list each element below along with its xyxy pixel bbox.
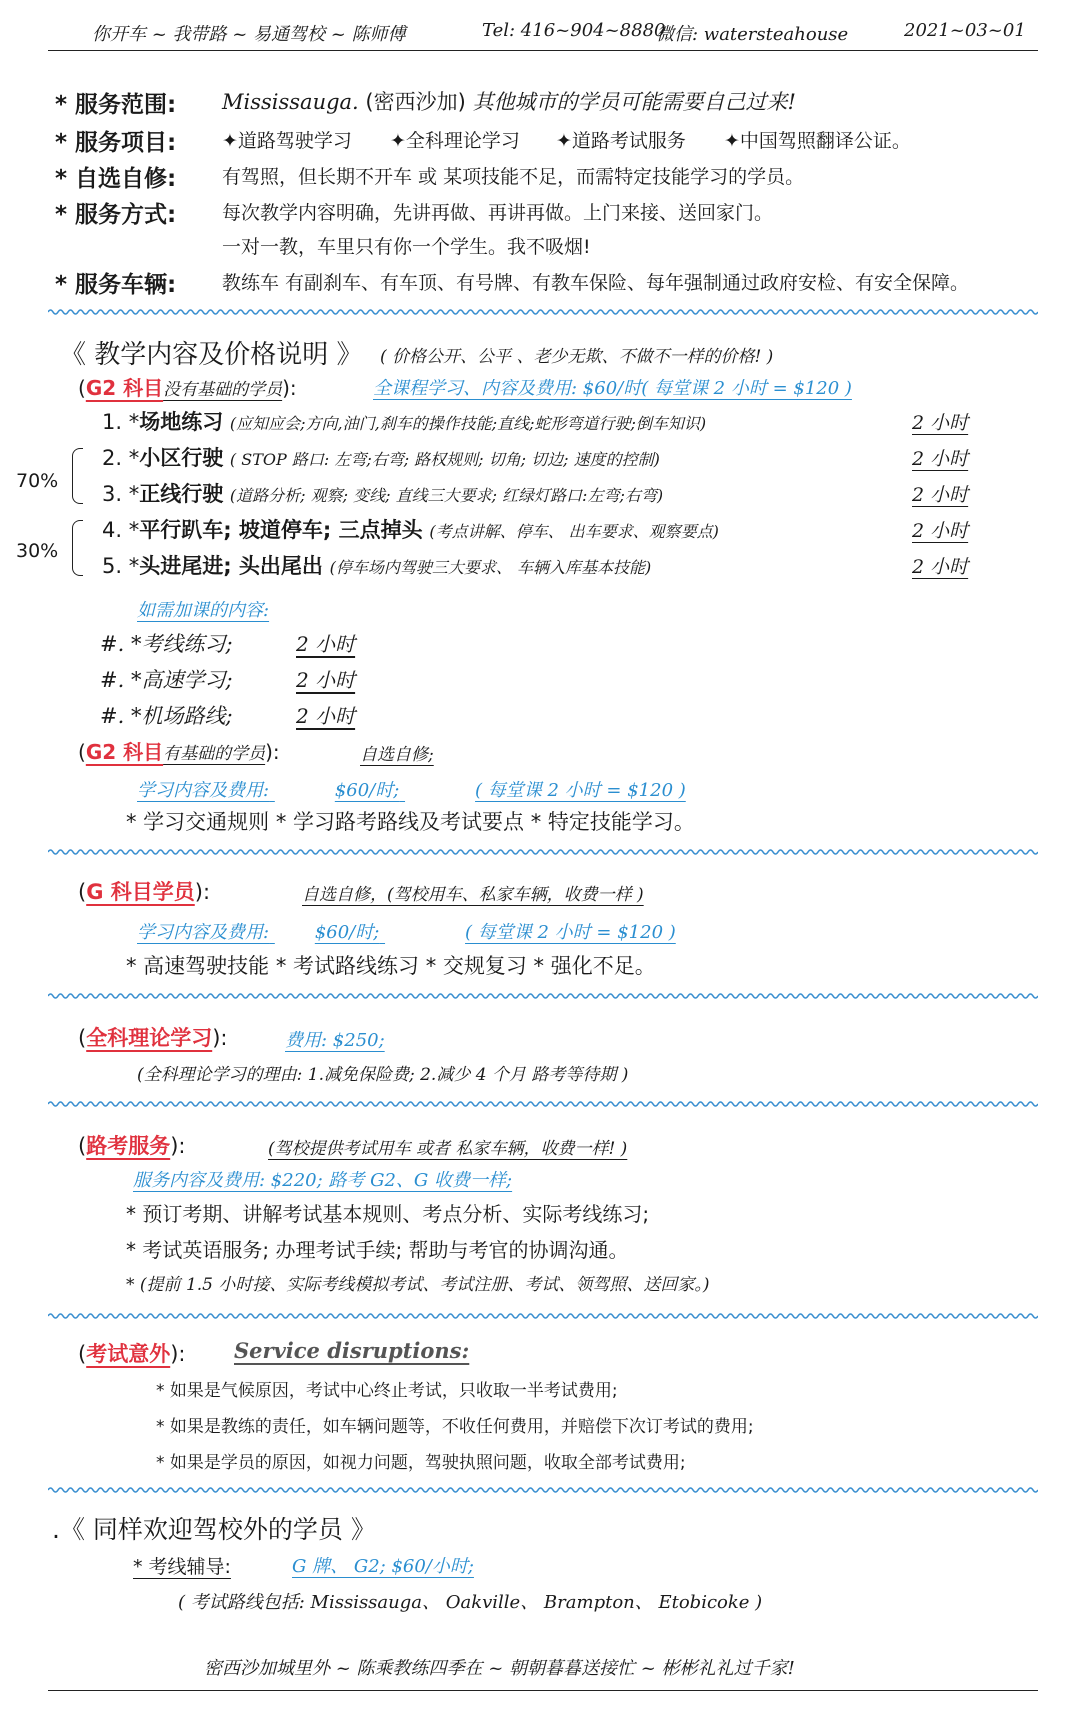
- price-rate: $60/时;: [334, 780, 400, 801]
- price-label: 学习内容及费用:: [137, 780, 270, 801]
- service-vehicle-label: * 服务车辆:: [55, 272, 177, 298]
- price-per-lesson: ( 每堂课 2 小时 = $120 ): [475, 780, 686, 801]
- g2-exp-desc: 有基础的学员: [163, 744, 266, 764]
- paren-close: ):: [212, 1026, 228, 1050]
- footer-slogan: 密西沙加城里外 ~ 陈乘教练四季在 ~ 朝朝暮暮送接忙 ~ 彬彬礼礼过千家!: [204, 1658, 795, 1679]
- road-test-item: * 预订考期、讲解考试基本规则、考点分析、实际考线练习;: [126, 1202, 650, 1226]
- teaching-title: 《 教学内容及价格说明 》: [60, 340, 363, 370]
- service-method-label: * 服务方式:: [55, 202, 177, 228]
- service-items-label: * 服务项目:: [55, 130, 177, 156]
- g2-exp-note: 自选自修;: [360, 745, 434, 765]
- extra-lesson-name: #. *机场路线;: [100, 704, 233, 728]
- lesson-hours: 2 小时: [912, 556, 969, 578]
- lesson-row: [102, 406, 706, 436]
- extra-lesson-hours: 2 小时: [296, 668, 356, 692]
- lesson-num: 1. *: [102, 410, 140, 434]
- g2-exp-label: G2 科目: [85, 740, 164, 764]
- g2-exp-heading: [78, 736, 280, 765]
- self-study-label: * 自选自修:: [55, 166, 177, 192]
- paren-close: ):: [170, 1342, 186, 1366]
- header-wechat: 微信: watersteahouse: [656, 24, 849, 45]
- paren-close: ):: [170, 1134, 186, 1158]
- outside-label: * 考线辅导:: [133, 1556, 231, 1578]
- lesson-row: [102, 550, 651, 580]
- price-label: 学习内容及费用:: [137, 922, 270, 943]
- wave-divider: [48, 846, 1038, 858]
- paren-open: (: [78, 1026, 87, 1050]
- service-range-note: 其他城市的学员可能需要自己过来!: [472, 90, 796, 114]
- header-tel: Tel: 416~904~8880: [482, 20, 666, 41]
- g2-exp-items: * 学习交通规则 * 学习路考路线及考试要点 * 特定技能学习。: [126, 810, 695, 834]
- g-label: G 科目学员: [86, 880, 195, 904]
- lesson-row: [102, 478, 663, 508]
- lesson-num: 4. *: [102, 518, 140, 542]
- lesson-name: 正线行驶: [139, 482, 224, 506]
- lesson-detail: (道路分析; 观察; 变线; 直线三大要求; 红绿灯路口:左弯;右弯): [229, 486, 664, 505]
- extra-lesson-name: #. *高速学习;: [100, 668, 233, 692]
- lesson-num: 5. *: [102, 554, 140, 578]
- disruption-label: 考试意外: [86, 1342, 171, 1366]
- lesson-row: [102, 442, 660, 472]
- price-per-lesson: ( 每堂课 2 小时 = $120 ): [465, 922, 676, 943]
- extra-lesson-name: #. *考线练习;: [100, 632, 233, 656]
- wave-divider: [48, 1310, 1038, 1322]
- paren-open: (: [78, 1342, 87, 1366]
- road-test-item: * 考试英语服务; 办理考试手续; 帮助与考官的协调沟通。: [126, 1238, 629, 1262]
- paren-open: (: [78, 740, 86, 764]
- lesson-detail: (应知应会;方向,油门,刹车的操作技能;直线;蛇形弯道行驶;倒车知识): [229, 414, 707, 433]
- wave-divider: [48, 990, 1038, 1002]
- outside-price: G 牌、 G2; $60/小时;: [292, 1556, 474, 1577]
- g2-basic-label: G2 科目: [85, 376, 164, 400]
- service-range-text: [222, 86, 796, 116]
- disruption-english: Service disruptions:: [234, 1338, 470, 1363]
- footer-rule: [48, 1690, 1038, 1691]
- paren-close: ):: [282, 376, 297, 400]
- service-vehicle-text: 教练车 有副刹车、有车顶、有号牌、有教车保险、每年强制通过政府安检、有安全保障。: [222, 272, 970, 294]
- lesson-hours: 2 小时: [912, 520, 969, 542]
- paren-close: ):: [194, 880, 211, 904]
- road-test-price: 服务内容及费用: $220; 路考 G2、G 收费一样;: [133, 1170, 513, 1191]
- lesson-hours: 2 小时: [912, 448, 969, 470]
- lesson-name: 小区行驶: [139, 446, 224, 470]
- service-item-2: ✦全科理论学习: [390, 130, 520, 152]
- theory-heading: [78, 1022, 227, 1052]
- percent-70-label: 70%: [16, 470, 59, 492]
- paren-open: (: [78, 880, 87, 904]
- bracket-30: [72, 520, 83, 576]
- disruption-item: * 如果是学员的原因，如视力问题，驾驶执照问题，收取全部考试费用;: [156, 1453, 686, 1473]
- extra-lesson-hours: 2 小时: [296, 632, 356, 656]
- g-price: [137, 918, 757, 944]
- road-test-label: 路考服务: [86, 1134, 171, 1158]
- bracket-70: [72, 448, 83, 504]
- outside-title: .《 同样欢迎驾校外的学员 》: [52, 1515, 376, 1544]
- header-slogan: 你开车 ~ 我带路 ~ 易通驾校 ~ 陈师傅: [92, 24, 406, 45]
- teaching-subtitle: ( 价格公开、公平 、老少无欺、不做不一样的价格! ): [380, 347, 774, 367]
- percent-30-label: 30%: [16, 540, 59, 562]
- theory-fee: 费用: $250;: [285, 1030, 385, 1051]
- lesson-name: 头进尾进; 头出尾出: [139, 554, 323, 578]
- extra-lesson-hours: 2 小时: [296, 704, 356, 728]
- service-method-text-2: 一对一教，车里只有你一个学生。我不吸烟!: [222, 236, 591, 258]
- lesson-num: 3. *: [102, 482, 140, 506]
- paren-open: (: [78, 1134, 87, 1158]
- service-item-3: ✦道路考试服务: [556, 130, 686, 152]
- paren-close: ):: [265, 740, 280, 764]
- g-items: * 高速驾驶技能 * 考试路线练习 * 交规复习 * 强化不足。: [126, 954, 656, 978]
- service-item-1: ✦道路驾驶学习: [222, 130, 352, 152]
- g-note: 自选自修，(驾校用车、私家车辆，收费一样 ): [302, 885, 644, 905]
- lesson-detail: (考点讲解、停车、 出车要求、观察要点): [429, 522, 719, 541]
- lesson-detail: ( STOP 路口: 左弯;右弯; 路权规则; 切角; 切边; 速度的控制): [229, 450, 660, 469]
- paren-open: (: [78, 376, 86, 400]
- theory-label: 全科理论学习: [86, 1026, 213, 1050]
- lesson-num: 2. *: [102, 446, 140, 470]
- service-range-label: * 服务范围:: [55, 92, 177, 118]
- extra-lessons-title: 如需加课的内容:: [137, 600, 270, 621]
- service-range-city-cn: (密西沙加): [365, 90, 466, 114]
- lesson-name: 平行趴车; 坡道停车; 三点掉头: [139, 518, 423, 542]
- theory-reason: (全科理论学习的理由: 1.减免保险费; 2.减少 4 个月 路考等待期 ): [137, 1065, 629, 1085]
- g2-basic-desc: 没有基础的学员: [163, 380, 283, 400]
- service-range-city: Mississauga.: [222, 90, 359, 114]
- g-heading: [78, 876, 210, 906]
- road-test-note: (驾校提供考试用车 或者 私家车辆，收费一样! ): [268, 1139, 628, 1159]
- disruption-item: * 如果是教练的责任，如车辆问题等，不收任何费用，并赔偿下次订考试的费用;: [156, 1417, 754, 1437]
- disruption-item: * 如果是气候原因，考试中心终止考试，只收取一半考试费用;: [156, 1381, 618, 1401]
- service-item-4: ✦中国驾照翻译公证。: [724, 130, 911, 152]
- price-rate: $60/时;: [314, 922, 380, 943]
- outside-routes: ( 考试路线包括: Mississauga、 Oakville、 Brampton、 Etobicoke ): [178, 1592, 763, 1613]
- lesson-hours: 2 小时: [912, 412, 969, 434]
- header-date: 2021~03~01: [904, 20, 1026, 41]
- g2-exp-price: [137, 776, 757, 802]
- lesson-row: [102, 514, 719, 544]
- lesson-name: 场地练习: [139, 410, 224, 434]
- road-test-heading: [78, 1130, 185, 1160]
- service-method-text: 每次教学内容明确，先讲再做、再讲再做。上门来接、送回家门。: [222, 202, 774, 224]
- wave-divider: [48, 1484, 1038, 1496]
- disruption-heading: [78, 1338, 185, 1368]
- g2-basic-heading: [78, 372, 297, 401]
- wave-divider: [48, 1098, 1038, 1110]
- g2-basic-price: 全课程学习、内容及费用: $60/时( 每堂课 2 小时 = $120 ): [373, 378, 852, 399]
- road-test-item: * (提前 1.5 小时接、实际考线模拟考试、考试注册、考试、领驾照、送回家。): [126, 1275, 710, 1295]
- header-rule: [48, 50, 1038, 51]
- lesson-detail: (停车场内驾驶三大要求、 车辆入库基本技能): [329, 558, 652, 577]
- self-study-text: 有驾照，但长期不开车 或 某项技能不足，而需特定技能学习的学员。: [222, 166, 805, 188]
- wave-divider: [48, 306, 1038, 318]
- lesson-hours: 2 小时: [912, 484, 969, 506]
